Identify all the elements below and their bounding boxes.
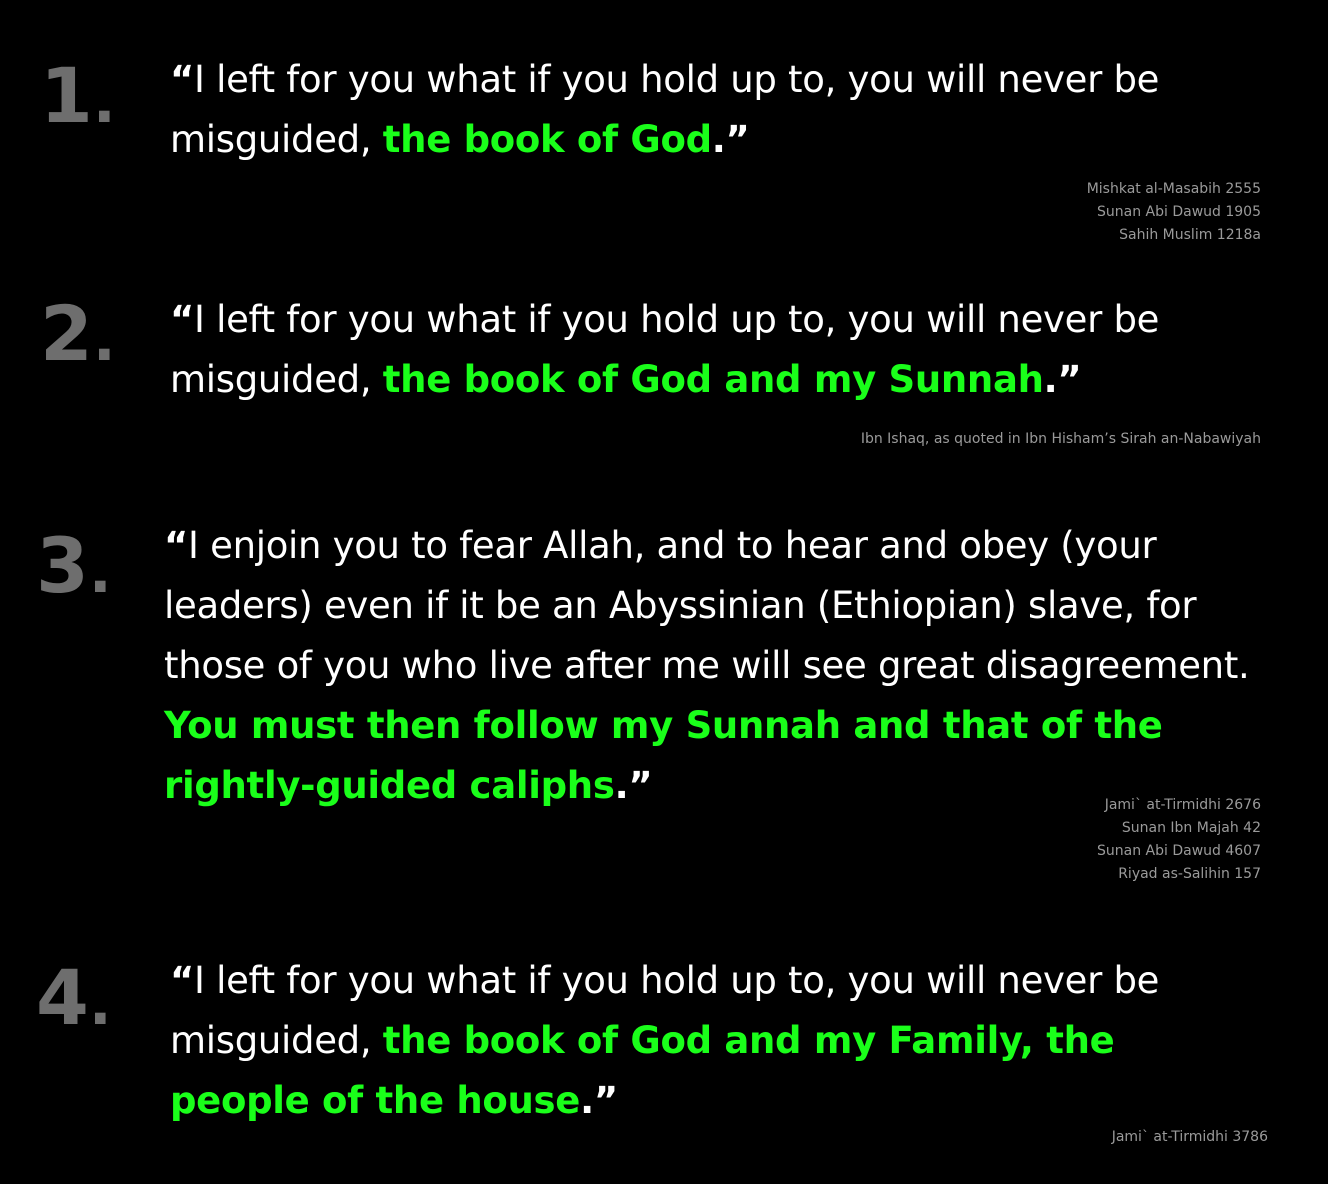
entry-number-dot: . [92, 67, 114, 137]
source-list [1087, 178, 1261, 247]
source-list [861, 428, 1261, 451]
quote-highlight: You must then follow my Sunnah and that of the rightly-guided caliphs [164, 704, 1163, 807]
close-quote: .” [711, 118, 750, 161]
entry-number [36, 953, 110, 1042]
source-item: Riyad as-Salihin 157 [1118, 866, 1261, 882]
entry-number-digit: 2 [40, 289, 91, 378]
close-quote: .” [1043, 358, 1082, 401]
source-item: Sunan Ibn Majah 42 [1121, 820, 1261, 836]
entry-number-dot: . [92, 305, 114, 375]
entry-number [40, 51, 114, 140]
hadith-quote [170, 50, 1270, 170]
source-item: Ibn Ishaq, as quoted in Ibn Hisham’s Sirah an-Nabawiyah [860, 431, 1261, 447]
entry-number-digit: 4 [36, 953, 87, 1042]
close-quote: .” [580, 1079, 618, 1122]
source-item: Sunan Abi Dawud 4607 [1097, 843, 1261, 859]
source-list [1097, 794, 1261, 886]
source-item: Sunan Abi Dawud 1905 [1097, 204, 1261, 220]
source-item: Jami` at-Tirmidhi 2676 [1104, 797, 1261, 813]
source-item: Sahih Muslim 1218a [1119, 227, 1261, 243]
entry-number-dot: . [88, 969, 110, 1039]
open-quote: “ [170, 959, 195, 1002]
entry-number [40, 289, 114, 378]
quote-text: I left for you what if you hold up to, you will never be misguided, [170, 959, 1160, 1062]
source-item: Mishkat al-Masabih 2555 [1086, 181, 1261, 197]
quote-highlight: the book of God [382, 118, 712, 161]
hadith-quote [170, 951, 1230, 1131]
entry-number-digit: 3 [36, 521, 87, 610]
entry-number-digit: 1 [40, 51, 91, 140]
quote-text: I enjoin you to fear Allah, and to hear and obey (your leaders) even if it be an Abyssinian (Ethiopian) slave, for those of you who live after me will see great disagreement. [164, 524, 1250, 687]
quote-highlight: the book of God and my Family, the people of the house [170, 1019, 1115, 1122]
entry-number [36, 521, 110, 610]
close-quote: .” [614, 764, 653, 807]
quote-text: I left for you what if you hold up to, you will never be misguided, [170, 58, 1160, 161]
open-quote: “ [164, 524, 189, 567]
quote-text: I left for you what if you hold up to, you will never be misguided, [170, 298, 1160, 401]
open-quote: “ [170, 58, 195, 101]
hadith-quote [170, 290, 1270, 410]
hadith-quote [164, 516, 1274, 816]
open-quote: “ [170, 298, 195, 341]
source-list [1112, 1126, 1268, 1149]
source-item: Jami` at-Tirmidhi 3786 [1111, 1129, 1268, 1145]
entry-number-dot: . [88, 537, 110, 607]
quote-highlight: the book of God and my Sunnah [382, 358, 1044, 401]
